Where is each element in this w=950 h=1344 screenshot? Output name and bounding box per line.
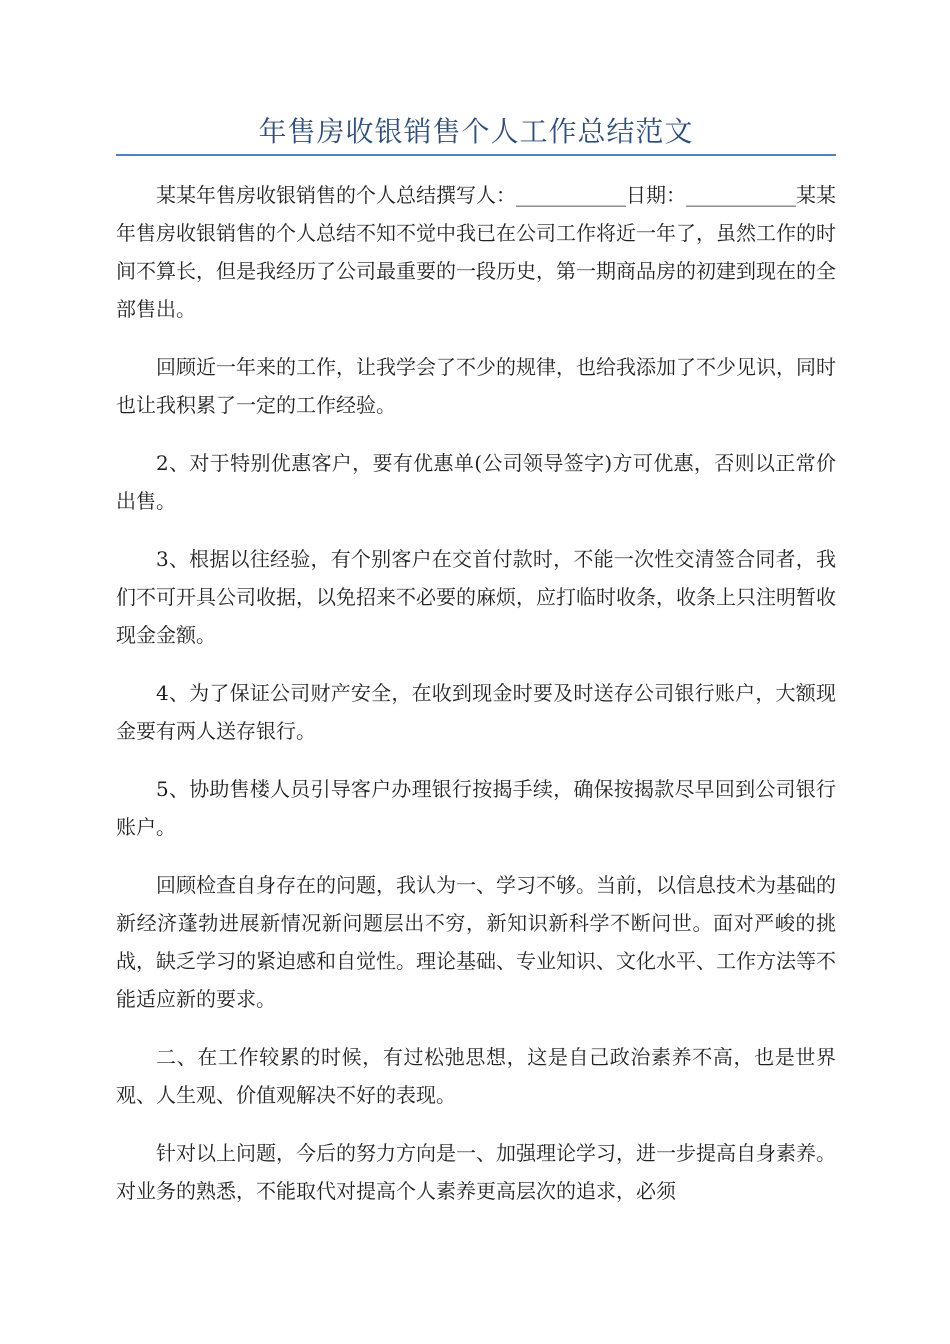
paragraph-item-5: 5、协助售楼人员引导客户办理银行按揭手续，确保按揭款尽早回到公司银行账户。	[116, 777, 836, 839]
paragraph-second-problem: 二、在工作较累的时候，有过松弛思想，这是自己政治素养不高，也是世界观、人生观、价值观解决不好的表现。	[116, 1045, 836, 1107]
paragraph-problems: 回顾检查自身存在的问题，我认为一、学习不够。当前，以信息技术为基础的新经济蓬勃进展新情况新问题层出不穷，新知识新科学不断问世。面对严峻的挑战，缺乏学习的紧迫感和自觉性。理论基础、专业知识、文化水平、工作方法等不能适应新的要求。	[116, 873, 836, 1011]
document-body	[116, 176, 836, 1210]
paragraph-review: 回顾近一年来的工作，让我学会了不少的规律，也给我添加了不少见识，同时也让我积累了一定的工作经验。	[116, 355, 836, 417]
paragraph-item-4: 4、为了保证公司财产安全，在收到现金时要及时送存公司银行账户，大额现金要有两人送存银行。	[116, 681, 836, 743]
document-title: 年售房收银销售个人工作总结范文	[258, 115, 694, 148]
document-page	[116, 112, 836, 1230]
paragraph-direction: 针对以上问题，今后的努力方向是一、加强理论学习，进一步提高自身素养。对业务的熟悉，不能取代对提高个人素养更高层次的追求，必须	[116, 1141, 836, 1203]
paragraph-item-3: 3、根据以往经验，有个别客户在交首付款时，不能一次性交清签合同者，我们不可开具公司收据，以免招来不必要的麻烦，应打临时收条，收条上只注明暂收现金金额。	[116, 547, 836, 647]
paragraph-intro: 某某年售房收银销售的个人总结撰写人：___________日期：___________某某年售房收银销售的个人总结不知不觉中我已在公司工作将近一年了，虽然工作的时间不算长，但是我经历了公司最重要的一段历史，第一期商品房的初建到现在的全部售出。	[116, 183, 836, 321]
title-underline	[116, 154, 836, 156]
paragraph-item-2: 2、对于特别优惠客户，要有优惠单(公司领导签字)方可优惠，否则以正常价出售。	[116, 451, 836, 513]
